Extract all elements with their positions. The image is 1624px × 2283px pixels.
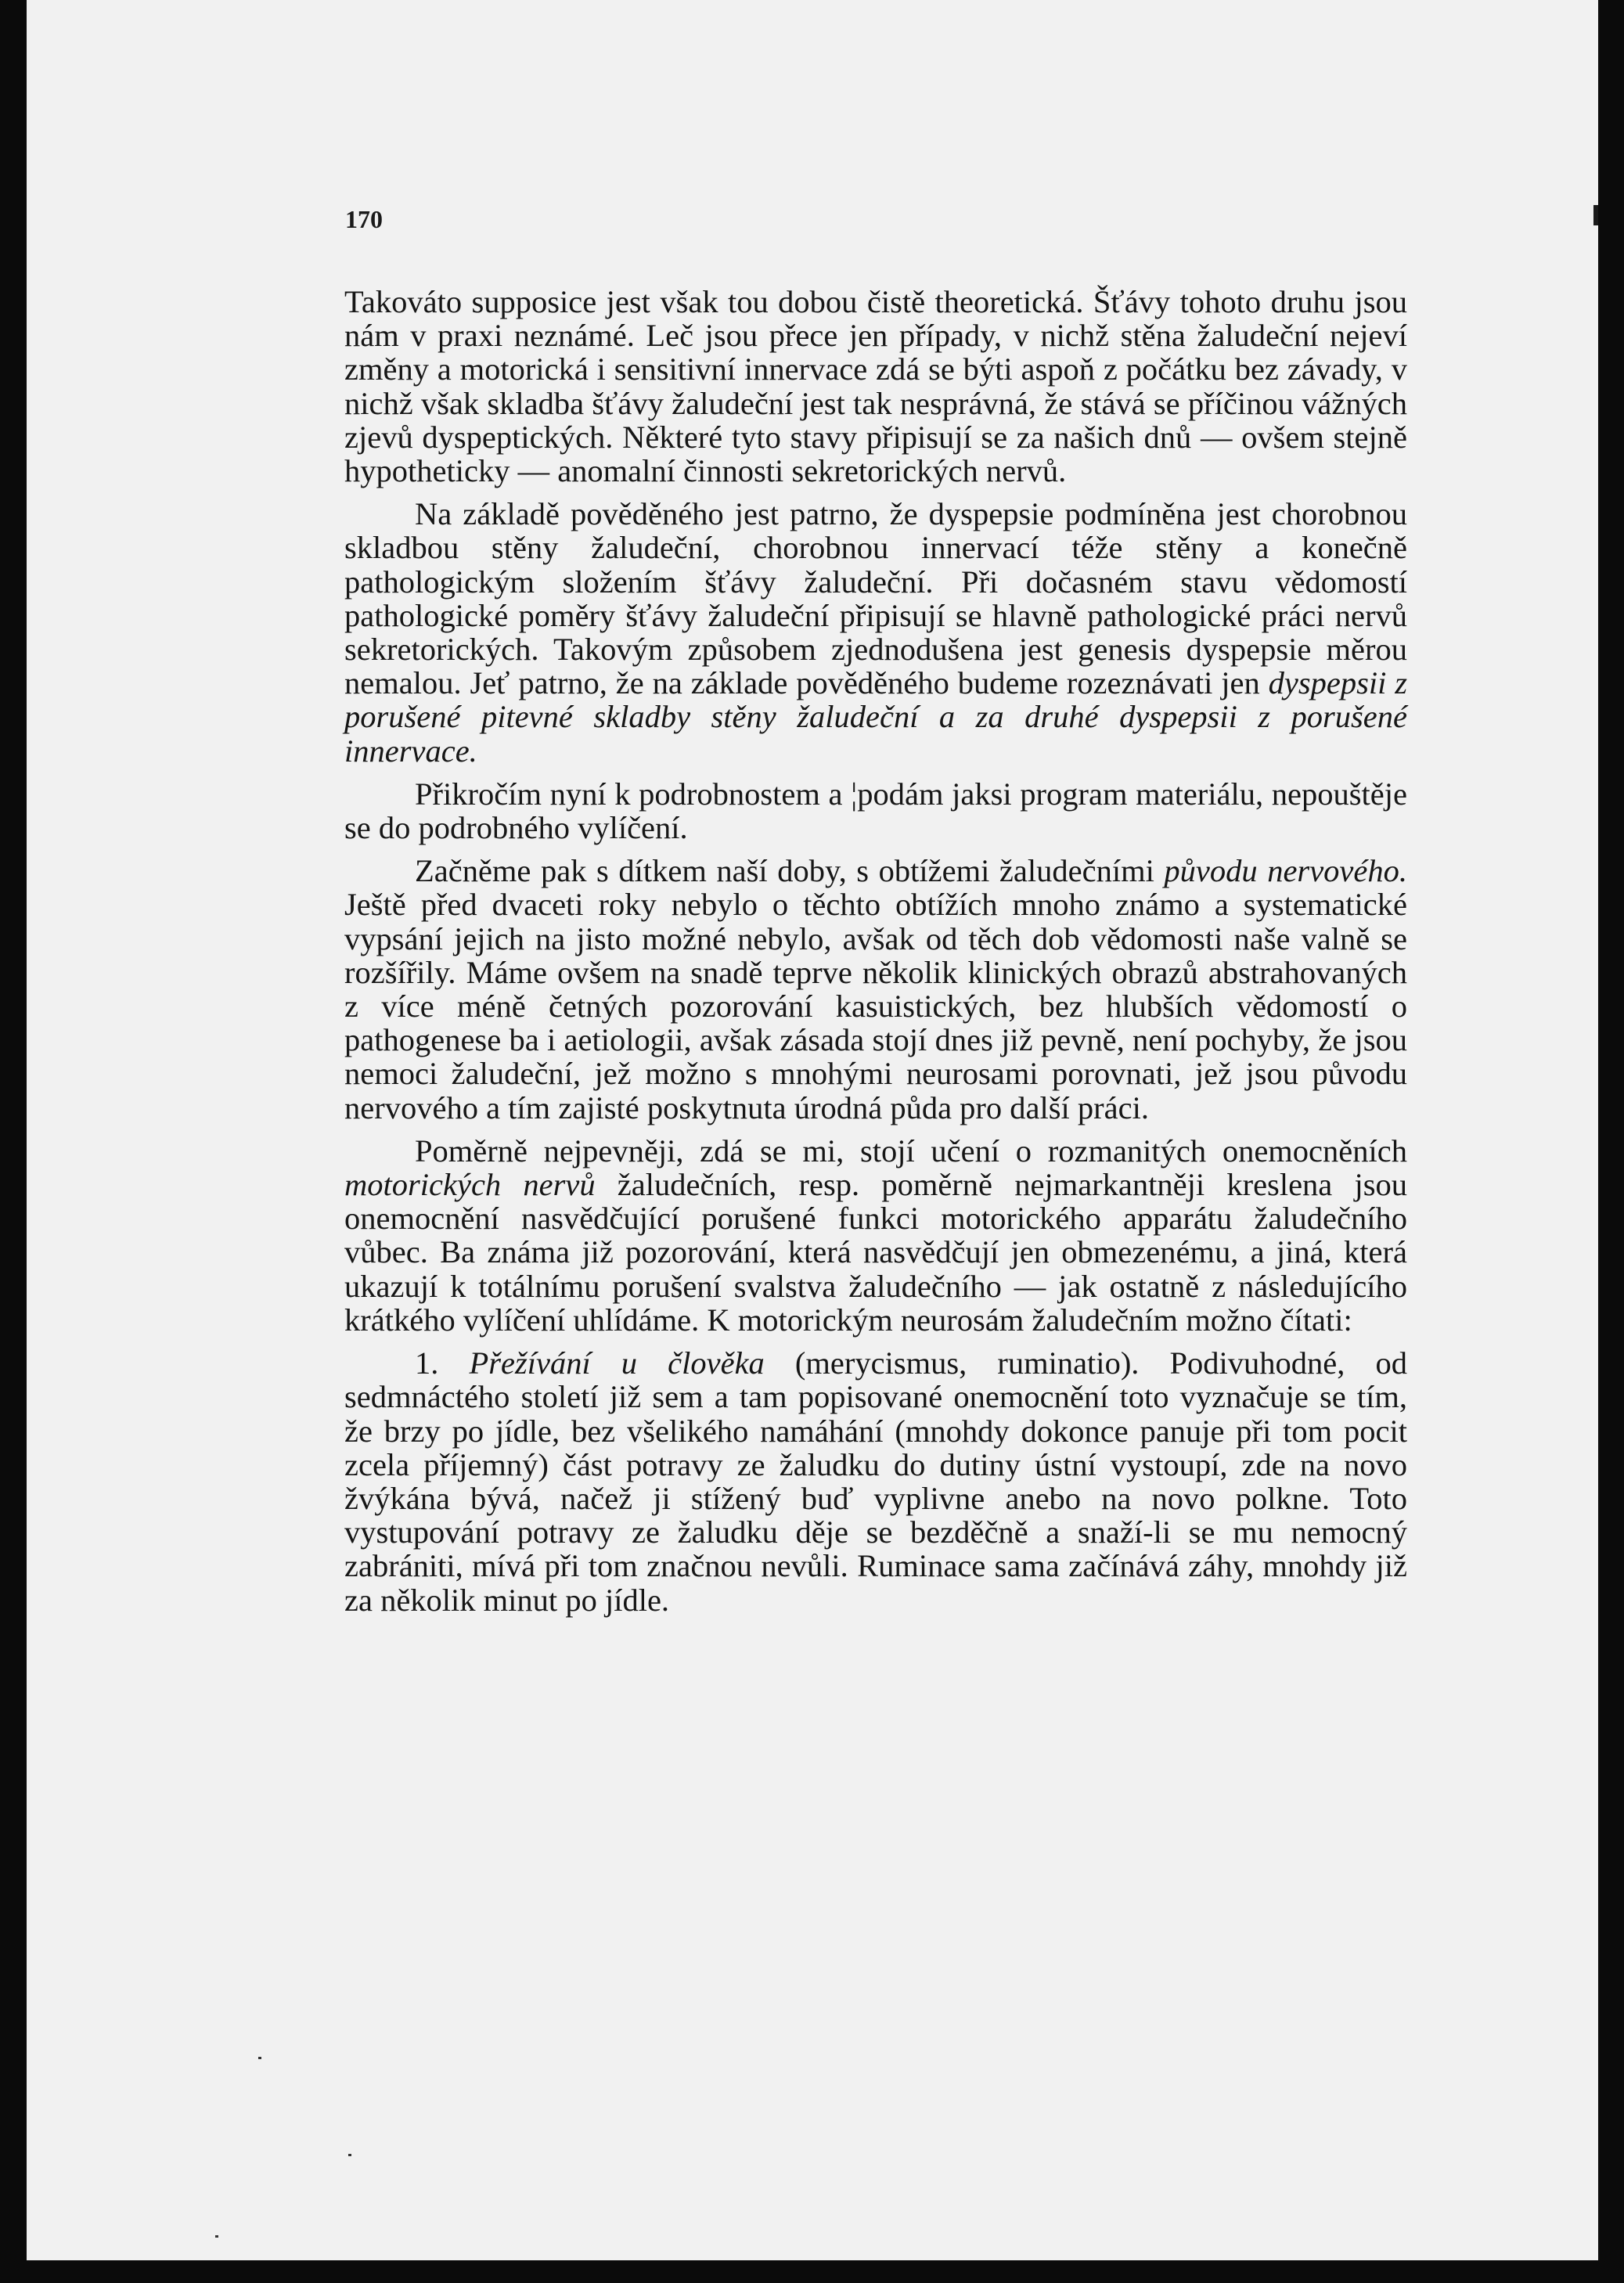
paragraph-1 [344, 285, 1407, 488]
paragraph-text: Takováto supposice jest však tou dobou čistě theoretická. Šťávy tohoto druhu jsou nám v praxi neznámé. Leč jsou přece jen případy, v nichž stěna žaludeční nejeví změny a motorická i sensitivní innervace zdá se býti aspoň z počátku bez závady, v nichž však skladba šťávy žaludeční jest tak nesprávná, že stává se příčinou vážných zjevů dyspeptických. Některé tyto stavy připisují se za našich dnů — ovšem stejně hypotheticky — anomalní činnosti sekretorických nervů. [344, 284, 1407, 489]
paragraph-text: Poměrně nejpevněji, zdá se mi, stojí učení o rozmanitých onemocněních [415, 1132, 1407, 1169]
body-text [344, 285, 1407, 1626]
paragraph-text: Ještě před dvaceti roky nebylo o těchto obtížích mnoho známo a systematické vypsání jejich na jisto možné nebylo, avšak od těch dob vědomosti naše valně se rozšířily. Máme ovšem na snadě teprve několik klinických obrazů abstrahovaných z více méně četných pozorování kasuistických, bez hlubších vědomostí o pathogenese ba i aetiologii, avšak zásada stojí dnes již pevně, není pochyby, že jsou nemoci žaludeční, jež možno s mnohými neurosami porovnati, jež jsou původu nervového a tím zajisté poskytnuta úrodná půda pro další práci. [344, 887, 1407, 1125]
scan-speck [215, 2235, 218, 2238]
paragraph-text: Začněme pak s dítkem naší doby, s obtížemi žaludečními [415, 853, 1165, 889]
paragraph-2 [344, 497, 1407, 768]
paragraph-text: 1. [415, 1345, 470, 1381]
page-number: 170 [345, 205, 383, 233]
emphasis-text: Přežívání u člověka [469, 1345, 765, 1381]
paragraph-5 [344, 1134, 1407, 1337]
book-page [27, 0, 1598, 2260]
paragraph-text: Na základě pověděného jest patrno, že dyspepsie podmíněna jest chorobnou skladbou stěny žaludeční, chorobnou innervací téže stěny a konečně pathologickým složením šťávy žaludeční. Při dočasném stavu vědomostí pathologické poměry šťávy žaludeční připisují se hlavně pathologické práci nervů sekretorických. Takovým způsobem zjednodušena jest genesis dyspepsie měrou nemalou. Jeť patrno, že na základe pověděného budeme rozeznávati jen [344, 496, 1407, 701]
scan-speck [258, 2057, 261, 2059]
paragraph-4 [344, 854, 1407, 1125]
emphasis-text: dyspepsii z porušené pitevné skladby stěny žaludeční a za druhé dyspepsii z porušené innervace. [344, 665, 1407, 769]
paragraph-3 [344, 777, 1407, 844]
paragraph-text: žaludečních, resp. poměrně nejmarkantněji kreslena jsou onemocnění nasvědčující porušené funkci motorického apparátu žaludečního vůbec. Ba známa již pozorování, která nasvědčují jen obmezenému, a jiná, která ukazují k totálnímu porušení svalstva žaludečního — jak ostatně z následujícího krátkého vylíčení uhlídáme. K motorickým neurosám žaludečním možno čítati: [344, 1167, 1407, 1338]
binding-edge-mark [1593, 205, 1598, 225]
emphasis-text: motorických nervů [344, 1167, 596, 1203]
paragraph-text: Přikročím nyní k podrobnostem a ¦podám jaksi program materiálu, nepouštěje se do podrobného vylíčení. [344, 776, 1407, 846]
scan-speck [348, 2154, 351, 2156]
emphasis-text: původu nervového. [1164, 853, 1407, 889]
paragraph-6 [344, 1346, 1407, 1617]
paragraph-text: (merycismus, ruminatio). Podivuhodné, od sedmnáctého století již sem a tam popisované onemocnění toto vyznačuje se tím, že brzy po jídle, bez všelikého namáhání (mnohdy dokonce panuje při tom pocit zcela příjemný) část potravy ze žaludku do dutiny ústní vystoupí, zde na novo žvýkána bývá, načež ji stížený buď vyplivne anebo na novo polkne. Toto vystupování potravy ze žaludku děje se bezděčně a snaží-li se mu nemocný zabrániti, mívá při tom značnou nevůli. Ruminace sama začínává záhy, mnohdy již za několik minut po jídle. [344, 1345, 1408, 1618]
